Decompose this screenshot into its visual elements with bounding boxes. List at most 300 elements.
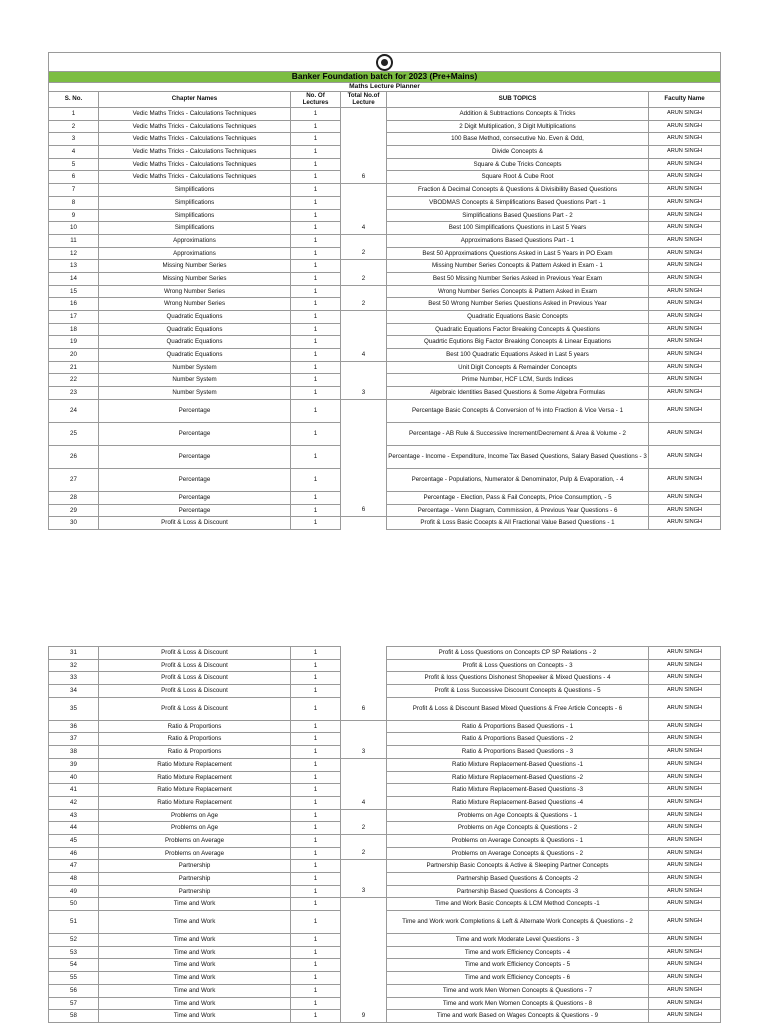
cell-lectures: 1	[291, 720, 341, 733]
cell-subtopic: 2 Digit Multiplication, 3 Digit Multiplications	[387, 120, 649, 133]
cell-chapter-name: Quadratic Equations	[99, 336, 291, 349]
cell-total-lectures	[341, 311, 387, 324]
cell-chapter-name: Quadratic Equations	[99, 311, 291, 324]
cell-serial-no: 3	[49, 133, 99, 146]
cell-total-lectures: 3	[341, 885, 387, 898]
cell-subtopic: Profit & Loss Basic Cocepts & All Fractional Value Based Questions - 1	[387, 517, 649, 530]
cell-serial-no: 30	[49, 517, 99, 530]
cell-chapter-name: Simplifications	[99, 184, 291, 197]
cell-subtopic: Ratio Mixture Replacement-Based Questions -4	[387, 796, 649, 809]
cell-faculty: ARUN SINGH	[649, 504, 721, 517]
cell-lectures: 1	[291, 898, 341, 911]
cell-total-lectures	[341, 146, 387, 159]
cell-faculty: ARUN SINGH	[649, 733, 721, 746]
logo-row	[49, 53, 721, 72]
cell-lectures: 1	[291, 247, 341, 260]
cell-total-lectures	[341, 209, 387, 222]
cell-faculty: ARUN SINGH	[649, 422, 721, 445]
table-row	[49, 234, 721, 247]
table-row	[49, 133, 721, 146]
cell-chapter-name: Time and Work	[99, 972, 291, 985]
cell-total-lectures	[341, 911, 387, 934]
cell-chapter-name: Missing Number Series	[99, 272, 291, 285]
table-row	[49, 784, 721, 797]
cell-lectures: 1	[291, 758, 341, 771]
cell-chapter-name: Simplifications	[99, 209, 291, 222]
table-row	[49, 196, 721, 209]
cell-serial-no: 28	[49, 491, 99, 504]
cell-subtopic: Profit & Loss Questions on Concepts CP SP Relations - 2	[387, 647, 649, 660]
cell-serial-no: 34	[49, 685, 99, 698]
cell-lectures: 1	[291, 491, 341, 504]
cell-lectures: 1	[291, 184, 341, 197]
cell-serial-no: 10	[49, 222, 99, 235]
cell-serial-no: 16	[49, 298, 99, 311]
cell-lectures: 1	[291, 834, 341, 847]
cell-total-lectures	[341, 733, 387, 746]
pw-logo-icon	[376, 54, 393, 71]
cell-total-lectures	[341, 672, 387, 685]
cell-lectures: 1	[291, 234, 341, 247]
cell-subtopic: Profit & Loss Questions on Concepts - 3	[387, 659, 649, 672]
cell-serial-no: 4	[49, 146, 99, 159]
column-header-subtopics: SUB TOPICS	[387, 92, 649, 108]
cell-lectures: 1	[291, 860, 341, 873]
cell-faculty: ARUN SINGH	[649, 468, 721, 491]
cell-serial-no: 27	[49, 468, 99, 491]
cell-faculty: ARUN SINGH	[649, 946, 721, 959]
cell-serial-no: 57	[49, 997, 99, 1010]
cell-total-lectures: 2	[341, 847, 387, 860]
cell-lectures: 1	[291, 959, 341, 972]
cell-subtopic: Problems on Age Concepts & Questions - 1	[387, 809, 649, 822]
table-row	[49, 349, 721, 362]
table-row	[49, 374, 721, 387]
cell-lectures: 1	[291, 517, 341, 530]
cell-serial-no: 42	[49, 796, 99, 809]
cell-total-lectures	[341, 323, 387, 336]
cell-total-lectures	[341, 336, 387, 349]
subtitle-row	[49, 83, 721, 92]
cell-subtopic: Quadratic Equations Basic Concepts	[387, 311, 649, 324]
cell-subtopic: Quadratic Equations Factor Breaking Concepts & Questions	[387, 323, 649, 336]
cell-lectures: 1	[291, 997, 341, 1010]
cell-lectures: 1	[291, 260, 341, 273]
cell-faculty: ARUN SINGH	[649, 822, 721, 835]
table-row	[49, 108, 721, 121]
cell-faculty: ARUN SINGH	[649, 311, 721, 324]
cell-subtopic: Partnership Basic Concepts & Active & Sleeping Partner Concepts	[387, 860, 649, 873]
cell-chapter-name: Quadratic Equations	[99, 323, 291, 336]
cell-subtopic: Problems on Age Concepts & Questions - 2	[387, 822, 649, 835]
cell-lectures: 1	[291, 784, 341, 797]
cell-subtopic: Best 50 Approximations Questions Asked in Last 5 Years in PO Exam	[387, 247, 649, 260]
table-row	[49, 834, 721, 847]
table-row	[49, 847, 721, 860]
cell-faculty: ARUN SINGH	[649, 809, 721, 822]
cell-subtopic: Best 100 Simplifications Questions in Last 5 Years	[387, 222, 649, 235]
cell-subtopic: Quadrtic Equtions Big Factor Breaking Concepts & Linear Equations	[387, 336, 649, 349]
cell-chapter-name: Simplifications	[99, 222, 291, 235]
cell-faculty: ARUN SINGH	[649, 285, 721, 298]
column-header-row	[49, 92, 721, 108]
cell-total-lectures	[341, 659, 387, 672]
cell-total-lectures	[341, 491, 387, 504]
cell-faculty: ARUN SINGH	[649, 323, 721, 336]
table-row	[49, 959, 721, 972]
cell-subtopic: Ratio Mixture Replacement-Based Questions -1	[387, 758, 649, 771]
cell-faculty: ARUN SINGH	[649, 720, 721, 733]
cell-serial-no: 20	[49, 349, 99, 362]
cell-serial-no: 6	[49, 171, 99, 184]
cell-serial-no: 33	[49, 672, 99, 685]
cell-total-lectures: 4	[341, 222, 387, 235]
cell-total-lectures: 6	[341, 504, 387, 517]
cell-serial-no: 2	[49, 120, 99, 133]
cell-total-lectures	[341, 517, 387, 530]
cell-subtopic: Simplifications Based Questions Part - 2	[387, 209, 649, 222]
cell-subtopic: Prime Number, HCF LCM, Surds Indices	[387, 374, 649, 387]
cell-serial-no: 41	[49, 784, 99, 797]
cell-serial-no: 26	[49, 445, 99, 468]
cell-serial-no: 25	[49, 422, 99, 445]
cell-faculty: ARUN SINGH	[649, 997, 721, 1010]
cell-faculty: ARUN SINGH	[649, 336, 721, 349]
table-row	[49, 898, 721, 911]
cell-subtopic: Partnership Based Questions & Concepts -3	[387, 885, 649, 898]
table-row	[49, 984, 721, 997]
cell-chapter-name: Ratio & Proportions	[99, 733, 291, 746]
cell-subtopic: Unit Digit Concepts & Remainder Concepts	[387, 361, 649, 374]
cell-faculty: ARUN SINGH	[649, 784, 721, 797]
cell-lectures: 1	[291, 685, 341, 698]
cell-serial-no: 39	[49, 758, 99, 771]
cell-total-lectures	[341, 647, 387, 660]
cell-chapter-name: Ratio Mixture Replacement	[99, 796, 291, 809]
cell-subtopic: Time and work Efficiency Concepts - 6	[387, 972, 649, 985]
cell-faculty: ARUN SINGH	[649, 885, 721, 898]
table-row	[49, 1010, 721, 1023]
cell-faculty: ARUN SINGH	[649, 972, 721, 985]
table-row	[49, 171, 721, 184]
cell-serial-no: 31	[49, 647, 99, 660]
cell-chapter-name: Number System	[99, 387, 291, 400]
cell-serial-no: 8	[49, 196, 99, 209]
cell-chapter-name: Problems on Age	[99, 809, 291, 822]
cell-chapter-name: Profit & Loss & Discount	[99, 647, 291, 660]
cell-subtopic: Addition & Subtractions Concepts & Tricks	[387, 108, 649, 121]
cell-serial-no: 9	[49, 209, 99, 222]
table-row	[49, 733, 721, 746]
cell-faculty: ARUN SINGH	[649, 120, 721, 133]
cell-chapter-name: Profit & Loss & Discount	[99, 517, 291, 530]
table-row	[49, 422, 721, 445]
cell-serial-no: 12	[49, 247, 99, 260]
cell-chapter-name: Approximations	[99, 234, 291, 247]
cell-serial-no: 19	[49, 336, 99, 349]
table-row	[49, 758, 721, 771]
cell-subtopic: Problems on Average Concepts & Questions - 2	[387, 847, 649, 860]
cell-lectures: 1	[291, 349, 341, 362]
cell-chapter-name: Time and Work	[99, 959, 291, 972]
table-row	[49, 822, 721, 835]
cell-lectures: 1	[291, 822, 341, 835]
cell-lectures: 1	[291, 133, 341, 146]
cell-chapter-name: Problems on Age	[99, 822, 291, 835]
cell-chapter-name: Ratio & Proportions	[99, 720, 291, 733]
cell-faculty: ARUN SINGH	[649, 234, 721, 247]
cell-chapter-name: Partnership	[99, 860, 291, 873]
cell-total-lectures: 2	[341, 272, 387, 285]
cell-serial-no: 51	[49, 911, 99, 934]
cell-chapter-name: Percentage	[99, 422, 291, 445]
cell-faculty: ARUN SINGH	[649, 984, 721, 997]
cell-total-lectures: 4	[341, 349, 387, 362]
cell-chapter-name: Time and Work	[99, 1010, 291, 1023]
cell-subtopic: Percentage - Venn Diagram, Commission, & Previous Year Questions - 6	[387, 504, 649, 517]
cell-chapter-name: Ratio Mixture Replacement	[99, 758, 291, 771]
cell-serial-no: 50	[49, 898, 99, 911]
cell-total-lectures: 9	[341, 1010, 387, 1023]
cell-chapter-name: Vedic Maths Tricks - Calculations Techniques	[99, 120, 291, 133]
cell-chapter-name: Profit & Loss & Discount	[99, 685, 291, 698]
cell-serial-no: 52	[49, 934, 99, 947]
table-row	[49, 997, 721, 1010]
cell-lectures: 1	[291, 873, 341, 886]
cell-total-lectures	[341, 873, 387, 886]
cell-serial-no: 36	[49, 720, 99, 733]
cell-subtopic: Time and work Men Women Concepts & Questions - 7	[387, 984, 649, 997]
cell-lectures: 1	[291, 733, 341, 746]
cell-faculty: ARUN SINGH	[649, 873, 721, 886]
cell-lectures: 1	[291, 847, 341, 860]
cell-chapter-name: Missing Number Series	[99, 260, 291, 273]
table-row	[49, 184, 721, 197]
cell-lectures: 1	[291, 468, 341, 491]
cell-subtopic: Missing Number Series Concepts & Pattern Asked in Exam - 1	[387, 260, 649, 273]
table-row	[49, 445, 721, 468]
table-row	[49, 720, 721, 733]
cell-chapter-name: Time and Work	[99, 946, 291, 959]
cell-serial-no: 23	[49, 387, 99, 400]
cell-faculty: ARUN SINGH	[649, 108, 721, 121]
planner-sheet-page-1	[48, 52, 720, 530]
table-row	[49, 491, 721, 504]
cell-serial-no: 22	[49, 374, 99, 387]
cell-subtopic: Time and Work Basic Concepts & LCM Method Concepts -1	[387, 898, 649, 911]
cell-lectures: 1	[291, 146, 341, 159]
cell-subtopic: Percentage Basic Concepts & Conversion of % into Fraction & Vice Versa - 1	[387, 399, 649, 422]
cell-serial-no: 45	[49, 834, 99, 847]
cell-subtopic: Profit & Loss & Discount Based Mixed Questions & Free Article Concepts - 6	[387, 697, 649, 720]
cell-chapter-name: Problems on Average	[99, 847, 291, 860]
cell-chapter-name: Wrong Number Series	[99, 285, 291, 298]
cell-faculty: ARUN SINGH	[649, 247, 721, 260]
table-row	[49, 120, 721, 133]
cell-faculty: ARUN SINGH	[649, 647, 721, 660]
cell-subtopic: Square & Cube Tricks Concepts	[387, 158, 649, 171]
cell-chapter-name: Percentage	[99, 445, 291, 468]
cell-subtopic: Time and work Men Women Concepts & Questions - 8	[387, 997, 649, 1010]
cell-subtopic: Wrong Number Series Concepts & Pattern Asked in Exam	[387, 285, 649, 298]
cell-total-lectures	[341, 771, 387, 784]
cell-subtopic: Time and Work work Completions & Left & Alternate Work Concepts & Questions - 2	[387, 911, 649, 934]
cell-serial-no: 32	[49, 659, 99, 672]
cell-lectures: 1	[291, 809, 341, 822]
cell-serial-no: 55	[49, 972, 99, 985]
cell-chapter-name: Simplifications	[99, 196, 291, 209]
cell-lectures: 1	[291, 285, 341, 298]
cell-total-lectures	[341, 972, 387, 985]
cell-faculty: ARUN SINGH	[649, 860, 721, 873]
planner-title: Banker Foundation batch for 2023 (Pre+Mains)	[49, 72, 721, 83]
cell-faculty: ARUN SINGH	[649, 158, 721, 171]
cell-subtopic: VBODMAS Concepts & Simplifications Based Questions Part - 1	[387, 196, 649, 209]
table-row	[49, 911, 721, 934]
cell-chapter-name: Approximations	[99, 247, 291, 260]
cell-chapter-name: Partnership	[99, 873, 291, 886]
table-row	[49, 809, 721, 822]
cell-total-lectures: 4	[341, 796, 387, 809]
cell-faculty: ARUN SINGH	[649, 146, 721, 159]
table-row	[49, 771, 721, 784]
cell-subtopic: 100 Base Method, consecutive No. Even & Odd,	[387, 133, 649, 146]
cell-total-lectures: 3	[341, 746, 387, 759]
table-row	[49, 685, 721, 698]
cell-serial-no: 49	[49, 885, 99, 898]
cell-faculty: ARUN SINGH	[649, 847, 721, 860]
table-row	[49, 272, 721, 285]
cell-lectures: 1	[291, 323, 341, 336]
cell-subtopic: Ratio & Proportions Based Questions - 2	[387, 733, 649, 746]
cell-serial-no: 43	[49, 809, 99, 822]
cell-faculty: ARUN SINGH	[649, 758, 721, 771]
cell-faculty: ARUN SINGH	[649, 361, 721, 374]
cell-total-lectures	[341, 133, 387, 146]
cell-lectures: 1	[291, 1010, 341, 1023]
cell-chapter-name: Percentage	[99, 491, 291, 504]
cell-total-lectures	[341, 934, 387, 947]
cell-total-lectures	[341, 399, 387, 422]
cell-lectures: 1	[291, 196, 341, 209]
cell-subtopic: Ratio Mixture Replacement-Based Questions -2	[387, 771, 649, 784]
cell-lectures: 1	[291, 361, 341, 374]
cell-faculty: ARUN SINGH	[649, 445, 721, 468]
cell-lectures: 1	[291, 746, 341, 759]
cell-lectures: 1	[291, 647, 341, 660]
cell-total-lectures	[341, 108, 387, 121]
cell-lectures: 1	[291, 946, 341, 959]
cell-faculty: ARUN SINGH	[649, 491, 721, 504]
cell-total-lectures: 6	[341, 697, 387, 720]
cell-chapter-name: Time and Work	[99, 934, 291, 947]
cell-total-lectures	[341, 285, 387, 298]
lecture-planner-table	[48, 52, 721, 530]
cell-lectures: 1	[291, 504, 341, 517]
table-row	[49, 934, 721, 947]
cell-chapter-name: Quadratic Equations	[99, 349, 291, 362]
cell-chapter-name: Problems on Average	[99, 834, 291, 847]
cell-faculty: ARUN SINGH	[649, 672, 721, 685]
cell-serial-no: 11	[49, 234, 99, 247]
table-row	[49, 311, 721, 324]
cell-subtopic: Percentage - AB Rule & Successive Increment/Decrement & Area & Volume - 2	[387, 422, 649, 445]
cell-total-lectures: 2	[341, 822, 387, 835]
cell-total-lectures	[341, 422, 387, 445]
cell-total-lectures	[341, 374, 387, 387]
cell-serial-no: 54	[49, 959, 99, 972]
planner-subtitle: Maths Lecture Planner	[49, 83, 721, 92]
cell-faculty: ARUN SINGH	[649, 959, 721, 972]
cell-total-lectures	[341, 809, 387, 822]
table-row	[49, 209, 721, 222]
cell-chapter-name: Vedic Maths Tricks - Calculations Techniques	[99, 133, 291, 146]
cell-lectures: 1	[291, 387, 341, 400]
cell-chapter-name: Ratio Mixture Replacement	[99, 771, 291, 784]
cell-subtopic: Ratio & Proportions Based Questions - 1	[387, 720, 649, 733]
cell-lectures: 1	[291, 445, 341, 468]
cell-total-lectures	[341, 860, 387, 873]
cell-lectures: 1	[291, 209, 341, 222]
table-row	[49, 285, 721, 298]
table-row	[49, 873, 721, 886]
cell-lectures: 1	[291, 972, 341, 985]
cell-serial-no: 29	[49, 504, 99, 517]
cell-faculty: ARUN SINGH	[649, 898, 721, 911]
cell-faculty: ARUN SINGH	[649, 834, 721, 847]
cell-serial-no: 17	[49, 311, 99, 324]
cell-faculty: ARUN SINGH	[649, 659, 721, 672]
cell-subtopic: Best 50 Wrong Number Series Questions Asked in Previous Year	[387, 298, 649, 311]
cell-subtopic: Profit & loss Questions Dishonest Shopeeker & Mixed Questions - 4	[387, 672, 649, 685]
cell-lectures: 1	[291, 672, 341, 685]
cell-serial-no: 58	[49, 1010, 99, 1023]
table-row	[49, 517, 721, 530]
cell-subtopic: Problems on Average Concepts & Questions - 1	[387, 834, 649, 847]
cell-serial-no: 47	[49, 860, 99, 873]
cell-total-lectures	[341, 158, 387, 171]
column-header-chapter: Chapter Names	[99, 92, 291, 108]
cell-subtopic: Ratio Mixture Replacement-Based Questions -3	[387, 784, 649, 797]
cell-faculty: ARUN SINGH	[649, 260, 721, 273]
cell-total-lectures	[341, 758, 387, 771]
cell-serial-no: 13	[49, 260, 99, 273]
cell-chapter-name: Time and Work	[99, 984, 291, 997]
cell-subtopic: Partnership Based Questions & Concepts -2	[387, 873, 649, 886]
table-row	[49, 659, 721, 672]
cell-faculty: ARUN SINGH	[649, 771, 721, 784]
cell-faculty: ARUN SINGH	[649, 911, 721, 934]
cell-lectures: 1	[291, 934, 341, 947]
cell-lectures: 1	[291, 771, 341, 784]
cell-serial-no: 5	[49, 158, 99, 171]
cell-chapter-name: Ratio & Proportions	[99, 746, 291, 759]
cell-subtopic: Best 50 Missing Number Series Asked in Previous Year Exam	[387, 272, 649, 285]
cell-serial-no: 7	[49, 184, 99, 197]
table-row	[49, 697, 721, 720]
table-row	[49, 885, 721, 898]
cell-faculty: ARUN SINGH	[649, 1010, 721, 1023]
table-row	[49, 387, 721, 400]
cell-chapter-name: Percentage	[99, 399, 291, 422]
cell-chapter-name: Number System	[99, 374, 291, 387]
cell-serial-no: 21	[49, 361, 99, 374]
cell-subtopic: Fraction & Decimal Concepts & Questions & Divisibility Based Questions	[387, 184, 649, 197]
title-row	[49, 72, 721, 83]
cell-faculty: ARUN SINGH	[649, 222, 721, 235]
cell-total-lectures	[341, 984, 387, 997]
column-header-sno: S. No.	[49, 92, 99, 108]
